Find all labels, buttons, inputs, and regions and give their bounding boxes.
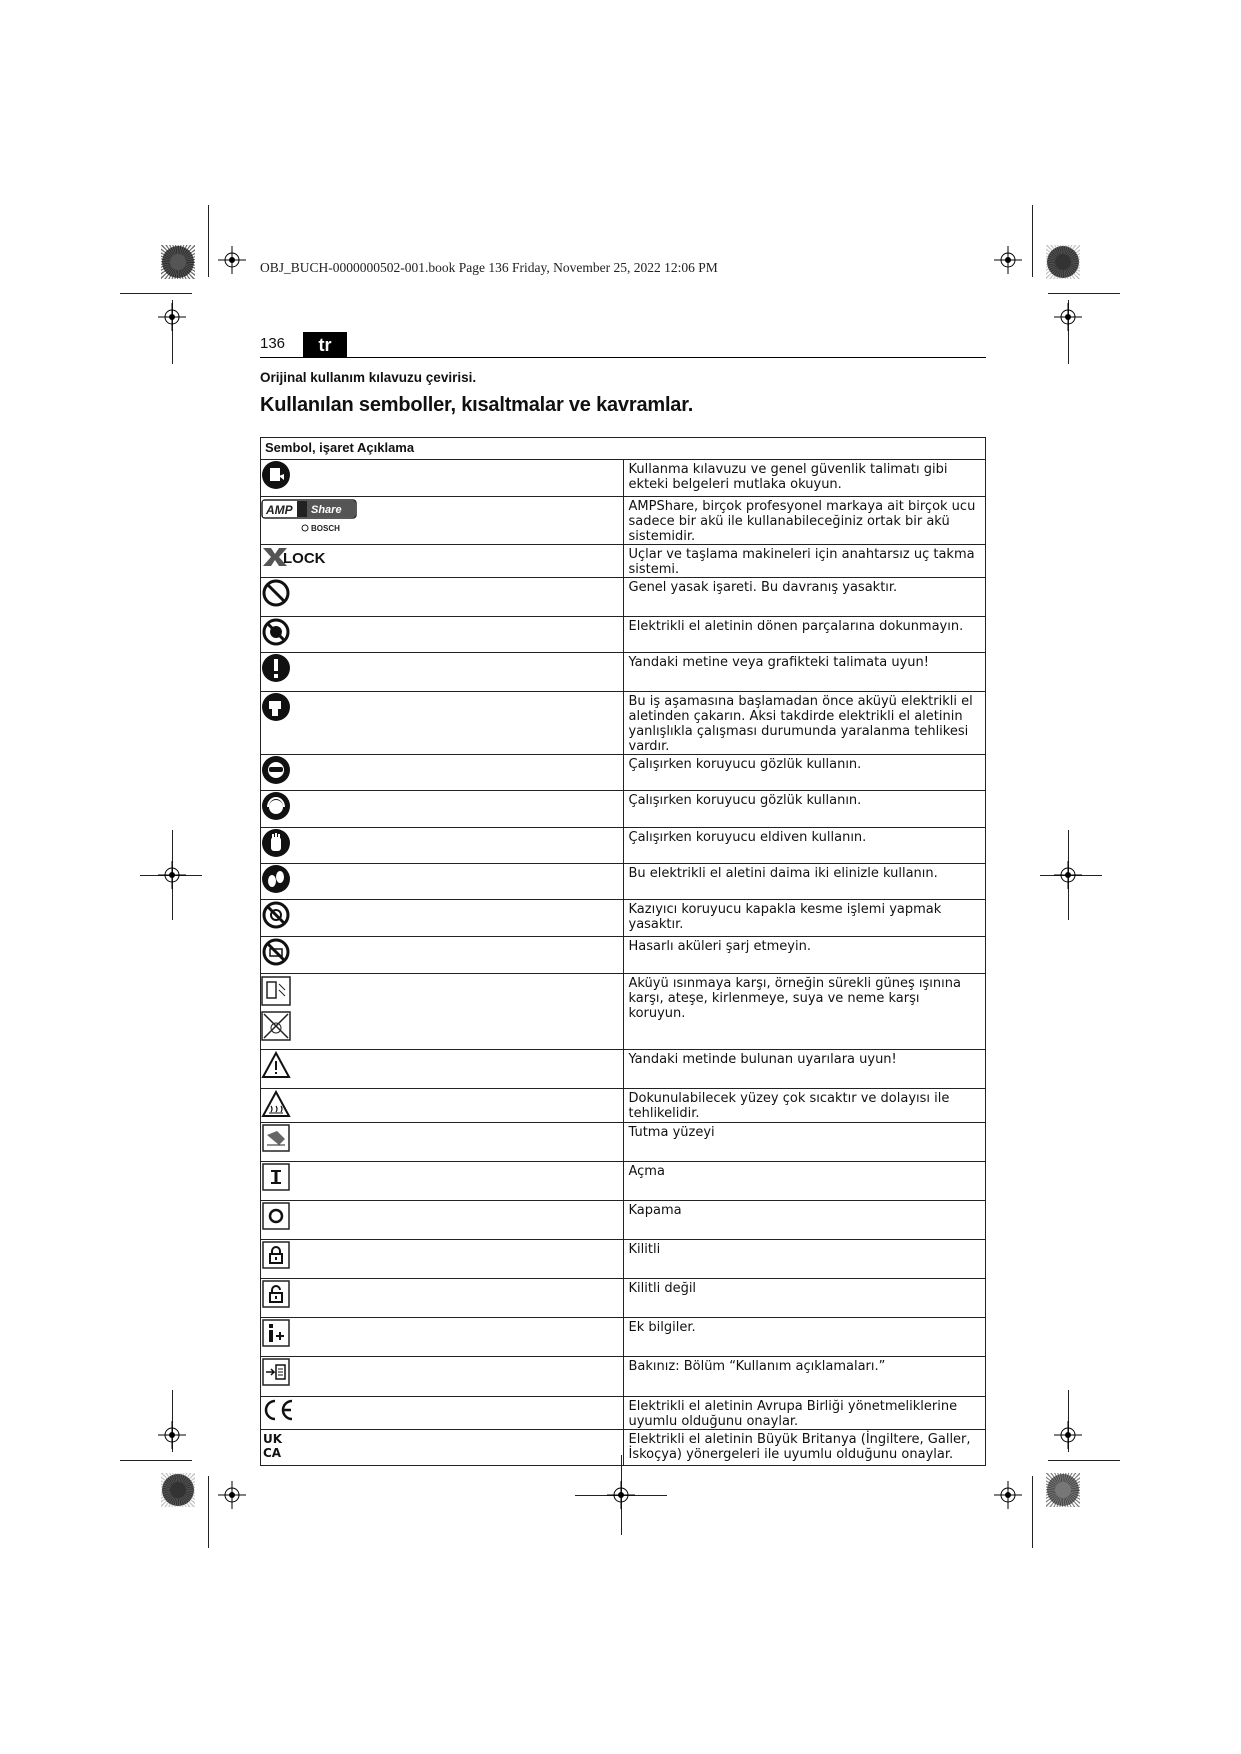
table-row <box>261 617 986 653</box>
book-file-header: OBJ_BUCH-0000000502-001.book Page 136 Friday, November 25, 2022 12:06 PM <box>260 260 718 275</box>
table-row <box>261 937 986 974</box>
color-bar-rosette <box>161 245 195 279</box>
two-hands-icon <box>261 864 624 900</box>
table-row <box>261 1050 986 1089</box>
table-cell: Yandaki metine veya grafikteki talimata uyun! <box>623 653 986 692</box>
table-row <box>261 791 986 828</box>
table-row <box>261 1318 986 1357</box>
table-row <box>261 1397 986 1430</box>
table-row <box>261 1279 986 1318</box>
registration-mark <box>994 1481 1022 1509</box>
no-cutting-guard-icon <box>261 900 624 937</box>
symbol-table <box>260 437 986 1466</box>
xlock-logo-icon <box>261 545 624 578</box>
table-cell: Ek bilgiler. <box>623 1318 986 1357</box>
page-number: 136 <box>260 335 286 352</box>
table-cell: Çalışırken koruyucu gözlük kullanın. <box>623 755 986 791</box>
exclamation-icon <box>261 653 624 692</box>
table-cell: Çalışırken koruyucu eldiven kullanın. <box>623 828 986 864</box>
table-cell: Uçlar ve taşlama makineleri için anahtarsız uç takma sistemi. <box>623 545 986 578</box>
table-row <box>261 653 986 692</box>
ukca-mark-icon <box>261 1430 624 1466</box>
table-row <box>261 1240 986 1279</box>
table-cell: Kazıyıcı koruyucu kapakla kesme işlemi yapmak yasaktır. <box>623 900 986 937</box>
color-bar-rosette <box>161 1473 195 1507</box>
power-on-icon <box>261 1162 624 1201</box>
table-row <box>261 1430 986 1466</box>
table-cell: Kapama <box>623 1201 986 1240</box>
ce-mark-icon <box>261 1397 624 1430</box>
table-row <box>261 578 986 617</box>
svg-text:Share: Share <box>311 504 342 516</box>
table-row <box>261 692 986 755</box>
registration-mark <box>158 861 186 889</box>
registration-mark <box>1054 1421 1082 1449</box>
ampshare-logo-icon <box>261 497 624 545</box>
color-bar-rosette <box>1046 245 1080 279</box>
grip-surface-icon <box>261 1123 624 1162</box>
hot-surface-icon <box>261 1089 624 1123</box>
registration-mark <box>158 303 186 331</box>
table-row <box>261 864 986 900</box>
table-row <box>261 900 986 937</box>
table-cell: Kullanma kılavuzu ve genel güvenlik talimatı gibi ekteki belgeleri mutlaka okuyun. <box>623 460 986 497</box>
safety-goggles-icon <box>261 755 624 791</box>
info-plus-icon <box>261 1318 624 1357</box>
table-cell: Tutma yüzeyi <box>623 1123 986 1162</box>
table-cell: Kilitli <box>623 1240 986 1279</box>
table-row <box>261 1123 986 1162</box>
table-cell: Yandaki metinde bulunan uyarılara uyun! <box>623 1050 986 1089</box>
table-cell: Aküyü ısınmaya karşı, örneğin sürekli güneş ışınına karşı, ateşe, kirlenmeye, suya ve neme karşı koruyun. <box>623 974 986 1050</box>
registration-mark <box>158 1421 186 1449</box>
table-cell: Hasarlı aküleri şarj etmeyin. <box>623 937 986 974</box>
registration-mark <box>218 246 246 274</box>
table-cell: Bakınız: Bölüm “Kullanım açıklamaları.” <box>623 1357 986 1397</box>
table-cell: Kilitli değil <box>623 1279 986 1318</box>
gloves-icon <box>261 828 624 864</box>
table-row <box>261 1201 986 1240</box>
table-row <box>261 460 986 497</box>
power-off-icon <box>261 1201 624 1240</box>
locked-icon <box>261 1240 624 1279</box>
registration-mark <box>994 246 1022 274</box>
read-manual-icon <box>261 460 624 497</box>
table-row <box>261 828 986 864</box>
svg-text:LOCK: LOCK <box>283 550 326 567</box>
registration-mark <box>607 1481 635 1509</box>
table-header-row <box>261 438 986 460</box>
no-touch-rotating-icon <box>261 617 624 653</box>
table-cell: Dokunulabilecek yüzey çok sıcaktır ve dolayısı ile tehlikelidir. <box>623 1089 986 1123</box>
table-cell: Bu iş aşamasına başlamadan önce aküyü elektrikli el aletinden çakarın. Aksi takdirde elektrikli el aletinin yanlışlıkla çalışması durumunda yaralanma tehlikesi vardır. <box>623 692 986 755</box>
table-row <box>261 974 986 1050</box>
warning-triangle-icon <box>261 1050 624 1089</box>
table-cell: Çalışırken koruyucu gözlük kullanın. <box>623 791 986 828</box>
table-cell: AMPShare, birçok profesyonel markaya ait birçok ucu sadece bir akü ile kullanabileceğiniz ortak bir akü sistemidir. <box>623 497 986 545</box>
svg-text:CA: CA <box>263 1446 282 1460</box>
table-row <box>261 1089 986 1123</box>
table-row <box>261 1357 986 1397</box>
battery-protect-icon <box>261 974 624 1050</box>
remove-battery-icon <box>261 692 624 755</box>
registration-mark <box>218 1481 246 1509</box>
section-title: Kullanılan semboller, kısaltmalar ve kavramlar. <box>260 394 694 416</box>
no-charge-damaged-icon <box>261 937 624 974</box>
color-bar-rosette <box>1046 1473 1080 1507</box>
table-header: Sembol, işaret Açıklama <box>261 438 986 460</box>
svg-text:AMP: AMP <box>266 503 293 517</box>
svg-text:UK: UK <box>263 1432 283 1446</box>
svg-text:BOSCH: BOSCH <box>311 524 340 533</box>
ear-protection-icon <box>261 791 624 828</box>
table-cell: Elektrikli el aletinin Avrupa Birliği yönetmeliklerine uyumlu olduğunu onaylar. <box>623 1397 986 1430</box>
table-row <box>261 1162 986 1201</box>
table-cell: Elektrikli el aletinin Büyük Britanya (İngiltere, Galler, İskoçya) yönergeleri ile uyumlu olduğunu onaylar. <box>623 1430 986 1466</box>
table-row <box>261 755 986 791</box>
registration-mark <box>1054 303 1082 331</box>
language-tab: tr <box>303 332 347 358</box>
unlocked-icon <box>261 1279 624 1318</box>
registration-mark <box>1054 861 1082 889</box>
document-subtitle: Orijinal kullanım kılavuzu çevirisi. <box>260 370 477 385</box>
see-section-icon <box>261 1357 624 1397</box>
table-row <box>261 545 986 578</box>
table-cell: Elektrikli el aletinin dönen parçalarına dokunmayın. <box>623 617 986 653</box>
prohibition-icon <box>261 578 624 617</box>
table-cell: Genel yasak işareti. Bu davranış yasaktır. <box>623 578 986 617</box>
table-cell: Açma <box>623 1162 986 1201</box>
table-cell: Bu elektrikli el aletini daima iki elinizle kullanın. <box>623 864 986 900</box>
header-rule <box>260 357 986 358</box>
table-row <box>261 497 986 545</box>
